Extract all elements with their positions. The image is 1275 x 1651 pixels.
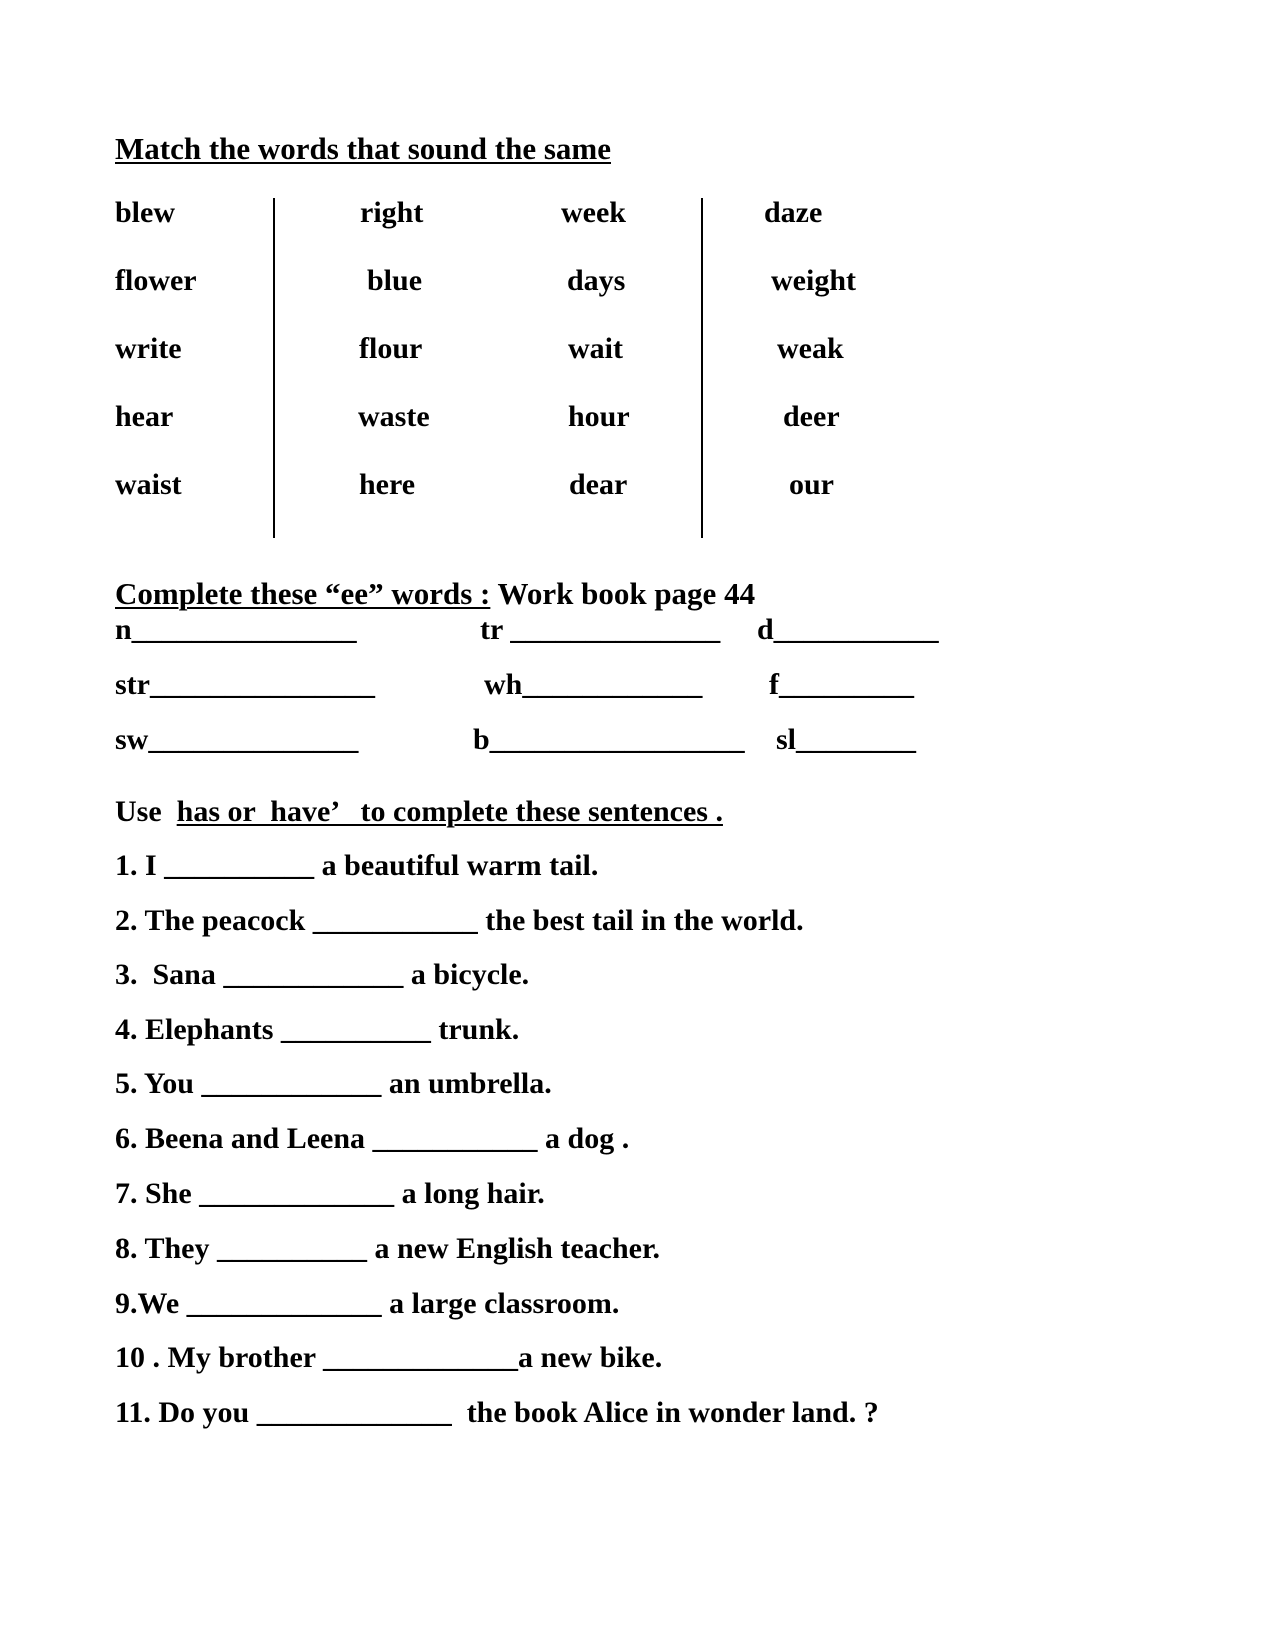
fill-blank-word: tr ______________ <box>480 613 721 646</box>
fill-blank-word: str_______________ <box>115 668 375 701</box>
section3-title-lead: Use <box>115 795 177 828</box>
fill-blank-word: d___________ <box>757 613 939 646</box>
section3-title-underlined: has or have’ to complete these sentences . <box>176 795 723 828</box>
word-cell: blew <box>115 196 175 229</box>
sentence: 7. She _____________ a long hair. <box>115 1177 545 1210</box>
sentence: 2. The peacock ___________ the best tail in the world. <box>115 904 804 937</box>
word-cell: deer <box>783 400 840 433</box>
sentence: 8. They __________ a new English teacher. <box>115 1232 661 1265</box>
word-cell: blue <box>367 264 423 297</box>
word-cell: write <box>115 332 182 365</box>
sentence: 4. Elephants __________ trunk. <box>115 1013 520 1046</box>
sentence: 6. Beena and Leena ___________ a dog . <box>115 1122 630 1155</box>
section2-title-underlined: Complete these “ee” words : <box>115 576 491 611</box>
sentence: 5. You ____________ an umbrella. <box>115 1067 552 1100</box>
word-cell: week <box>561 196 626 229</box>
word-cell: dear <box>569 468 628 501</box>
section3-title <box>115 797 723 827</box>
fill-blank-word: n_______________ <box>115 613 357 646</box>
word-cell: hour <box>568 400 630 433</box>
section2-title <box>115 578 755 609</box>
sentence: 11. Do you _____________ the book Alice in wonder land. ? <box>115 1396 879 1429</box>
word-cell: here <box>359 468 416 501</box>
word-cell: right <box>360 196 424 229</box>
word-cell: waist <box>115 468 182 501</box>
column-divider-left <box>273 198 275 538</box>
word-cell: flower <box>115 264 197 297</box>
word-cell: days <box>567 264 626 297</box>
word-cell: waste <box>358 400 430 433</box>
fill-blank-word: wh____________ <box>484 668 703 701</box>
word-cell: wait <box>568 332 623 365</box>
fill-blank-word: sw______________ <box>115 723 359 756</box>
word-cell: flour <box>359 332 423 365</box>
fill-blank-word: f_________ <box>769 668 914 701</box>
fill-blank-word: b_________________ <box>473 723 745 756</box>
word-cell: weak <box>777 332 844 365</box>
section2-title-rest: Work book page 44 <box>490 576 756 611</box>
word-cell: our <box>789 468 834 501</box>
word-cell: hear <box>115 400 174 433</box>
column-divider-right <box>701 198 703 538</box>
fill-blank-word: sl________ <box>776 723 917 756</box>
sentence: 9.We _____________ a large classroom. <box>115 1287 620 1320</box>
sentence: 10 . My brother _____________a new bike. <box>115 1341 663 1374</box>
word-cell: daze <box>764 196 823 229</box>
section1-title: Match the words that sound the same <box>115 131 611 166</box>
sentence: 3. Sana ____________ a bicycle. <box>115 958 530 991</box>
sentence: 1. I __________ a beautiful warm tail. <box>115 849 599 882</box>
word-cell: weight <box>771 264 856 297</box>
